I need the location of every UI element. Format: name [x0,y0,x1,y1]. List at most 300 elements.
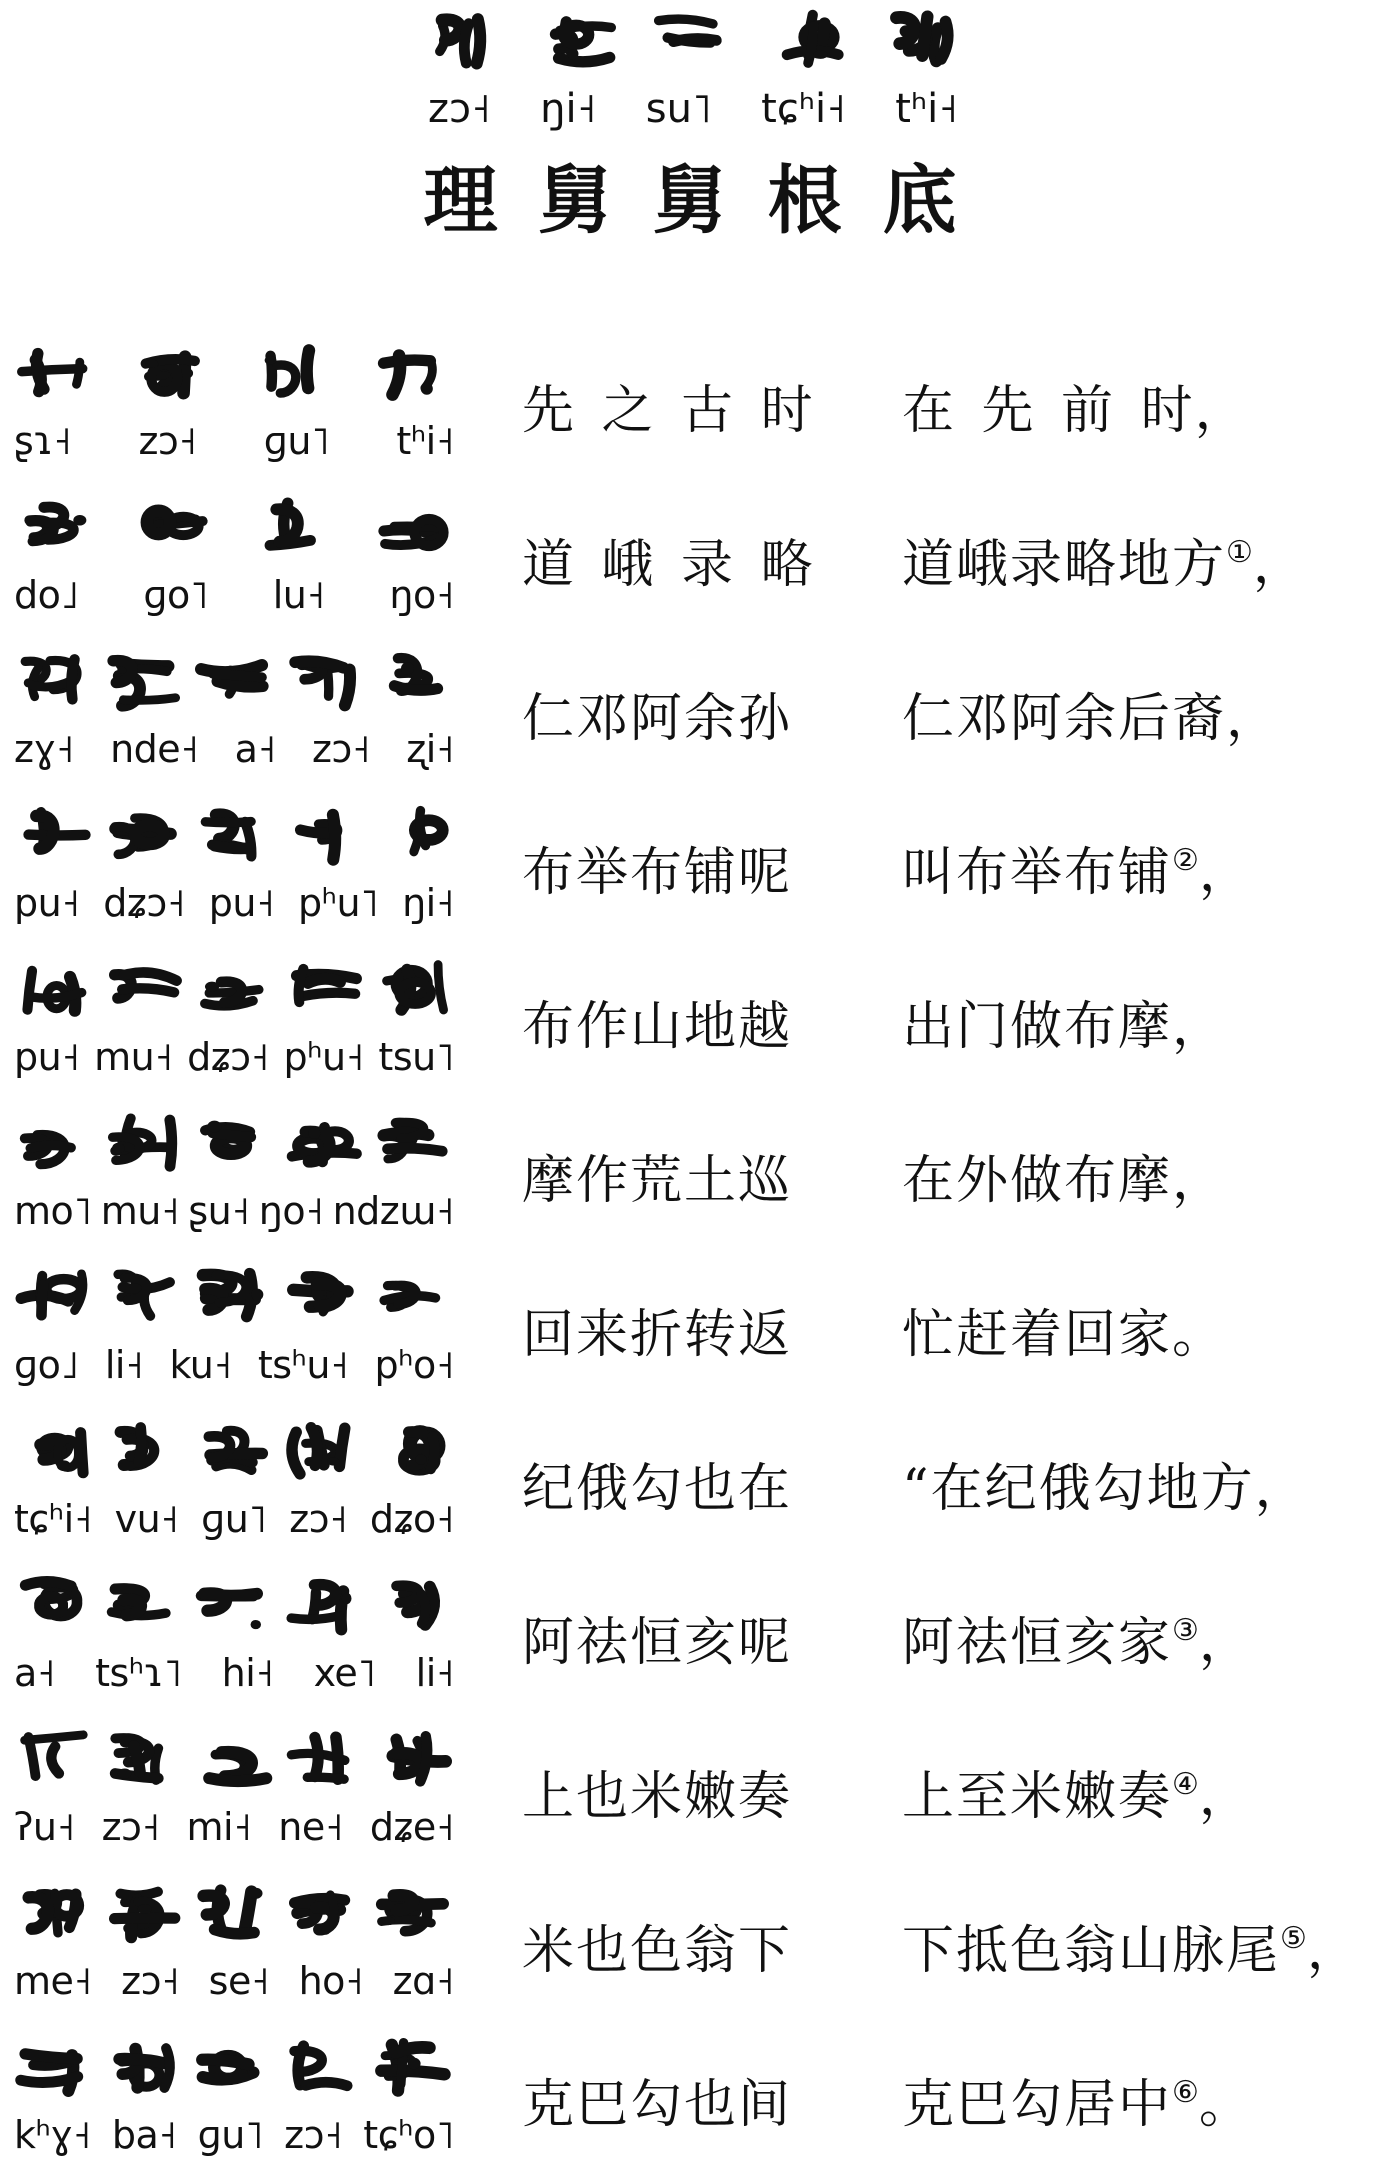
free-translation-punctuation: ， [1252,535,1307,595]
ipa-syllable: ʐi˧ [406,727,454,771]
ipa-syllable: ɡu˥ [197,2113,264,2157]
yi-glyph-stroke [209,1778,266,1781]
yi-glyph [104,1728,184,1790]
yi-glyph [284,1574,364,1636]
ipa-line [14,409,454,473]
yi-glyph [14,1728,94,1790]
yi-glyph-dot [112,1143,125,1153]
ipa-syllable: zɑ˧ [392,1959,454,2003]
yi-glyph [374,342,454,404]
yi-glyph [194,804,274,866]
yi-glyph [284,1882,364,1944]
free-translation-text: “在纪俄勾地方， [902,1459,1309,1519]
ipa-line [14,1179,454,1243]
yi-glyph [134,342,214,404]
ipa-syllable: tsu˥ [378,1035,454,1079]
ipa-syllable: ku˧ [169,1343,232,1387]
yi-glyph [284,1266,364,1328]
yi-glyph-dot [205,982,219,992]
yi-glyph [104,804,184,866]
free-translation [902,1111,1382,1251]
yi-glyph-dot [138,1904,152,1914]
yi-glyph [14,342,94,404]
free-translation-punctuation: ， [1198,843,1253,903]
yi-glyph-stroke [477,19,481,63]
literal-translation: 摩作荒土巡 [522,1151,793,1211]
ipa-syllable: zɔ˧ [284,2113,343,2157]
ipa-syllable: tɕʰo˥ [363,2113,454,2157]
yi-glyph-stroke [396,2047,430,2052]
free-translation-text: 仁邓阿余后裔， [902,689,1281,749]
free-translation-punctuation: ， [1198,1613,1253,1673]
yi-glyph-dot [265,356,277,365]
yi-glyph-stroke [170,1120,172,1166]
ipa-syllable: ʔu˧ [14,1805,75,1849]
verse-row [0,957,1392,1097]
yi-glyph-stroke [41,1285,43,1315]
ipa-syllable: vu˧ [114,1497,179,1541]
yi-glyph-dot [251,1620,261,1629]
yi-glyph [374,650,454,712]
verse-row [0,341,1392,481]
yi-glyph [194,1882,274,1944]
free-translation-text: 在 先 前 时， [902,381,1249,441]
yi-glyph [194,1728,274,1790]
free-translation-punctuation: ， [1306,1921,1361,1981]
ipa-syllable: se˧ [208,1959,270,2003]
ipa-syllable: mo˥ [14,1189,92,1233]
free-translation-text: 忙赶着回家。 [902,1305,1227,1365]
yi-glyph [14,2036,94,2098]
footnote-marker: ② [1172,843,1199,878]
verse-list [0,341,1392,2175]
yi-glyph-line [14,495,454,559]
yi-glyph-stroke [215,1929,254,1933]
yi-glyph-stroke [213,674,262,678]
yi-glyph [284,958,364,1020]
yi-glyph-stroke [559,57,610,61]
ipa-syllable: ne˧ [278,1805,343,1849]
yi-glyph [254,496,334,558]
ipa-line [14,563,454,627]
yi-glyph-stroke [345,670,350,706]
yi-glyph [104,1574,184,1636]
ipa-syllable: dʑo˧ [369,1497,454,1541]
ipa-line [14,717,454,781]
ipa-syllable: pʰu˥ [297,881,379,925]
yi-glyph-stroke [298,2046,304,2085]
ipa-syllable: tʰi˧ [396,419,454,463]
free-translation-text: 在外做布摩， [902,1151,1227,1211]
free-translation [902,2035,1382,2175]
verse-row [0,1573,1392,1713]
yi-glyph-dot [207,1121,221,1133]
yi-glyph [14,1574,94,1636]
yi-glyph [14,1420,94,1482]
ipa-line [14,1795,454,1859]
ipa-syllable: zɣ˧ [14,727,74,771]
free-translation-punctuation: 。 [1198,2075,1253,2135]
ipa-syllable: zɔ˧ [101,1805,160,1849]
yi-glyph-stroke [27,971,32,1010]
ipa-syllable: ʂɿ˧ [14,419,72,463]
yi-glyph-dot [251,1289,263,1301]
yi-glyph-stroke [922,17,927,56]
ipa-syllable: a˧ [234,727,276,771]
ipa-line [14,1641,454,1705]
free-translation [902,957,1382,1097]
ipa-syllable: pu˧ [14,881,80,925]
yi-glyph [104,1420,184,1482]
literal-translation: 纪俄勾也在 [522,1459,793,1519]
yi-verse-block [14,1573,454,1713]
yi-glyph-stroke [115,1918,175,1919]
ipa-syllable: mu˧ [94,1035,173,1079]
yi-glyph [194,958,274,1020]
yi-glyph [194,2036,274,2098]
yi-glyph-stroke [392,356,400,395]
ipa-syllable: ba˧ [111,2113,177,2157]
yi-glyph [14,958,94,1020]
yi-glyph-stroke [55,1895,79,1917]
yi-glyph-stroke [339,1428,344,1466]
yi-glyph-stroke [30,1145,71,1148]
literal-translation: 克巴勾也间 [522,2075,793,2135]
yi-glyph-stroke [21,2077,78,2083]
ipa-syllable: pu˧ [208,881,275,925]
verse-row [0,1881,1392,2021]
yi-glyph [194,1574,274,1636]
footnote-marker: ① [1226,535,1253,570]
yi-glyph [104,958,184,1020]
ipa-line [14,2103,454,2167]
footnote-marker: ④ [1172,1767,1199,1802]
yi-glyph-stroke [134,1746,140,1772]
yi-glyph-stroke [303,993,355,996]
yi-glyph [284,804,364,866]
yi-glyph [533,7,621,71]
page-title: 理 舅 舅 根 底 [423,158,957,244]
yi-glyph-stroke [277,365,296,393]
ipa-syllable: zɔ˧ [138,419,197,463]
yi-glyph-stroke [122,2060,164,2064]
yi-glyph-stroke [37,354,44,390]
ipa-syllable: tsʰɿ˥ [95,1651,182,1695]
verse-row [0,1265,1392,1405]
free-translation [902,1265,1382,1405]
yi-glyph-stroke [464,24,468,63]
ipa-syllable: zɔ˧ [311,727,370,771]
ipa-syllable: ŋi˧ [402,881,454,925]
yi-glyph-stroke [217,681,263,687]
free-translation-text: 阿祛恒亥家 [902,1613,1173,1673]
free-translation [902,1573,1382,1713]
free-translation [902,1419,1382,1559]
yi-verse-block [14,2035,454,2175]
yi-glyph-stroke [668,38,711,43]
literal-translation: 布举布铺呢 [522,843,793,903]
yi-glyph-dot [401,662,414,675]
yi-glyph-stroke [51,1747,59,1774]
yi-glyph [104,1882,184,1944]
yi-glyph-stroke [394,686,437,691]
ipa-syllable: a˧ [14,1651,56,1695]
yi-glyph [284,1420,364,1482]
yi-glyph-stroke [25,1582,71,1587]
free-translation [902,1881,1382,2021]
free-translation [902,649,1382,789]
yi-glyph-stroke [164,2048,169,2088]
title-ipa-line [428,78,958,140]
yi-glyph-stroke [333,815,335,860]
yi-glyph-stroke [808,26,813,63]
yi-glyph [374,804,454,866]
ipa-syllable: mu˧ [100,1189,180,1233]
yi-glyph-line [14,957,454,1021]
yi-glyph [14,650,94,712]
yi-glyph-stroke [215,846,248,849]
yi-glyph-stroke [388,1148,443,1151]
yi-verse-block [14,1111,454,1251]
literal-translation: 上也米嫩奏 [522,1767,793,1827]
ipa-syllable: ʂu˧ [188,1189,250,1233]
ipa-syllable: ŋo˧ [389,573,454,617]
ipa-syllable: ɡu˥ [201,1497,267,1541]
ipa-syllable: me˧ [14,1959,92,2003]
yi-glyph [284,2036,364,2098]
yi-glyph [14,1266,94,1328]
yi-glyph-line [14,341,454,405]
yi-verse-block [14,1265,454,1405]
yi-glyph-stroke [299,969,304,1002]
ipa-syllable: ho˧ [298,1959,364,2003]
title-yi-line [418,6,966,72]
yi-glyph-stroke [336,1737,338,1779]
literal-translation: 仁邓阿余孙 [522,689,793,749]
yi-verse-block [14,1881,454,2021]
yi-verse-block [14,957,454,1097]
yi-verse-block [14,803,454,943]
yi-glyph-stroke [39,1597,63,1615]
yi-glyph-dot [342,1593,352,1604]
ipa-syllable: su˥ [645,86,712,132]
ipa-syllable: zɔ˧ [289,1497,348,1541]
free-translation [902,803,1382,943]
yi-glyph-dot [118,1768,132,1778]
yi-verse-block [14,1727,454,1867]
ipa-line [14,1025,454,1089]
footnote-marker: ③ [1172,1613,1199,1648]
ipa-syllable: ŋi˧ [540,86,597,132]
yi-glyph-line [14,803,454,867]
ipa-syllable: tsʰu˧ [257,1343,349,1387]
ipa-line [14,871,454,935]
yi-glyph-line [14,1881,454,1945]
free-translation-text: 下抵色翁山脉尾 [902,1921,1281,1981]
yi-glyph-stroke [295,661,343,668]
yi-glyph [104,2036,184,2098]
literal-translation: 道 峨 录 略 [522,535,815,595]
yi-glyph-dot [249,1888,263,1899]
yi-glyph-stroke [25,2054,77,2059]
yi-glyph [284,650,364,712]
literal-translation: 米也色翁下 [522,1921,793,1981]
yi-glyph-dot [415,1454,426,1465]
yi-glyph-stroke [204,1593,226,1610]
ipa-syllable: nde˧ [110,727,199,771]
ipa-syllable: kʰɣ˧ [14,2113,91,2157]
yi-glyph-stroke [71,659,74,699]
yi-glyph [14,1882,94,1944]
ipa-syllable: ɡo˥ [143,573,208,617]
yi-glyph-stroke [244,1892,251,1933]
free-translation [902,341,1382,481]
verse-row [0,649,1392,789]
ipa-syllable: hi˧ [221,1651,274,1695]
footnote-marker: ⑥ [1172,2075,1199,2110]
ipa-syllable: zɔ˧ [428,86,491,132]
yi-glyph-stroke [315,1737,318,1776]
yi-glyph-line [14,649,454,713]
yi-glyph-stroke [384,360,431,363]
yi-glyph-dot [57,1460,71,1471]
ipa-syllable: dʑe˧ [369,1805,454,1849]
yi-verse-block [14,1419,454,1559]
yi-glyph-stroke [421,1594,426,1624]
yi-glyph-stroke [209,1436,230,1457]
footnote-marker: ⑤ [1280,1921,1307,1956]
yi-glyph-stroke [291,1616,339,1620]
yi-glyph-line [14,1573,454,1637]
yi-glyph [104,650,184,712]
ipa-syllable: tɕʰi˧ [761,86,846,132]
literal-translation: 回来折转返 [522,1305,793,1365]
ipa-syllable: dʑɔ˧ [103,881,185,925]
yi-glyph-stroke [122,988,174,992]
ipa-line [14,1333,454,1397]
free-translation-text: 上至米嫩奏 [902,1767,1173,1827]
ipa-line [14,1487,454,1551]
yi-glyph-stroke [659,19,713,24]
ipa-syllable: dʑɔ˧ [187,1035,269,1079]
yi-glyph [194,1112,274,1174]
yi-glyph-stroke [307,350,309,388]
ipa-syllable: lu˧ [272,573,325,617]
yi-glyph-dot [408,2058,421,2069]
yi-glyph-line [14,1419,454,1483]
ipa-syllable: ɡu˥ [263,419,330,463]
yi-glyph [194,1420,274,1482]
yi-glyph-stroke [202,2060,248,2065]
ipa-line [14,1949,454,2013]
yi-glyph [14,804,94,866]
literal-translation: 布作山地越 [522,997,793,1057]
ipa-syllable: tɕʰi˧ [14,1497,92,1541]
free-translation-punctuation: ， [1198,1767,1253,1827]
free-translation [902,495,1382,635]
yi-glyph-stroke [212,1133,251,1137]
yi-glyph [14,1112,94,1174]
yi-glyph-dot [813,50,828,59]
yi-glyph-stroke [308,979,340,983]
yi-verse-block [14,495,454,635]
yi-glyph [374,1728,454,1790]
yi-glyph [284,1728,364,1790]
yi-verse-block [14,649,454,789]
verse-row [0,495,1392,635]
yi-glyph [104,1112,184,1174]
yi-glyph-line [14,1265,454,1329]
ipa-syllable: pʰo˧ [374,1343,454,1387]
yi-glyph-stroke [123,698,175,701]
yi-glyph-stroke [46,1279,81,1299]
free-translation-text: 叫布举布铺 [902,843,1173,903]
yi-glyph-stroke [222,1752,252,1776]
free-translation [902,1727,1382,1867]
yi-glyph-stroke [438,965,443,1010]
yi-glyph [763,7,851,71]
ipa-syllable: ndzɯ˧ [332,1189,454,1233]
verse-row [0,1111,1392,1251]
yi-glyph [648,7,736,71]
yi-glyph-dot [421,383,433,395]
yi-glyph-line [14,1111,454,1175]
ipa-syllable: xe˥ [313,1651,376,1695]
yi-glyph [374,1882,454,1944]
yi-glyph [134,496,214,558]
verse-row [0,1727,1392,1867]
yi-glyph-dot [146,359,159,367]
yi-glyph-stroke [22,369,83,372]
yi-glyph [254,342,334,404]
yi-glyph [284,1112,364,1174]
yi-glyph-dot [382,1916,395,1925]
yi-glyph-dot [327,1457,339,1465]
yi-glyph-stroke [431,1436,435,1469]
verse-row [0,1419,1392,1559]
ipa-syllable: ŋo˧ [258,1189,324,1233]
yi-glyph [104,1266,184,1328]
literal-translation: 先 之 古 时 [522,381,815,441]
yi-glyph-stroke [205,822,251,823]
free-translation-text: 克巴勾居中 [902,2075,1173,2135]
yi-glyph [374,1112,454,1174]
ipa-syllable: pu˧ [14,1035,80,1079]
ipa-syllable: mi˧ [186,1805,252,1849]
yi-glyph-line [14,2035,454,2099]
yi-glyph [194,1266,274,1328]
ipa-syllable: ɡo˩ [14,1343,79,1387]
yi-glyph-line [14,1727,454,1791]
yi-glyph-stroke [139,1428,142,1463]
yi-glyph [14,496,94,558]
yi-glyph [374,1574,454,1636]
yi-verse-block [14,341,454,481]
yi-glyph-stroke [311,1428,317,1466]
literal-translation: 阿祛恒亥呢 [522,1613,793,1673]
yi-glyph [374,958,454,1020]
free-translation-text: 道峨录略地方 [902,535,1227,595]
yi-glyph [374,1266,454,1328]
ipa-syllable: zɔ˧ [121,1959,180,2003]
yi-glyph [878,7,966,71]
yi-glyph [374,2036,454,2098]
yi-glyph-stroke [32,993,82,999]
yi-glyph-dot [308,1127,320,1139]
yi-glyph-stroke [941,22,948,59]
ipa-syllable: do˩ [14,573,79,617]
yi-glyph [374,496,454,558]
